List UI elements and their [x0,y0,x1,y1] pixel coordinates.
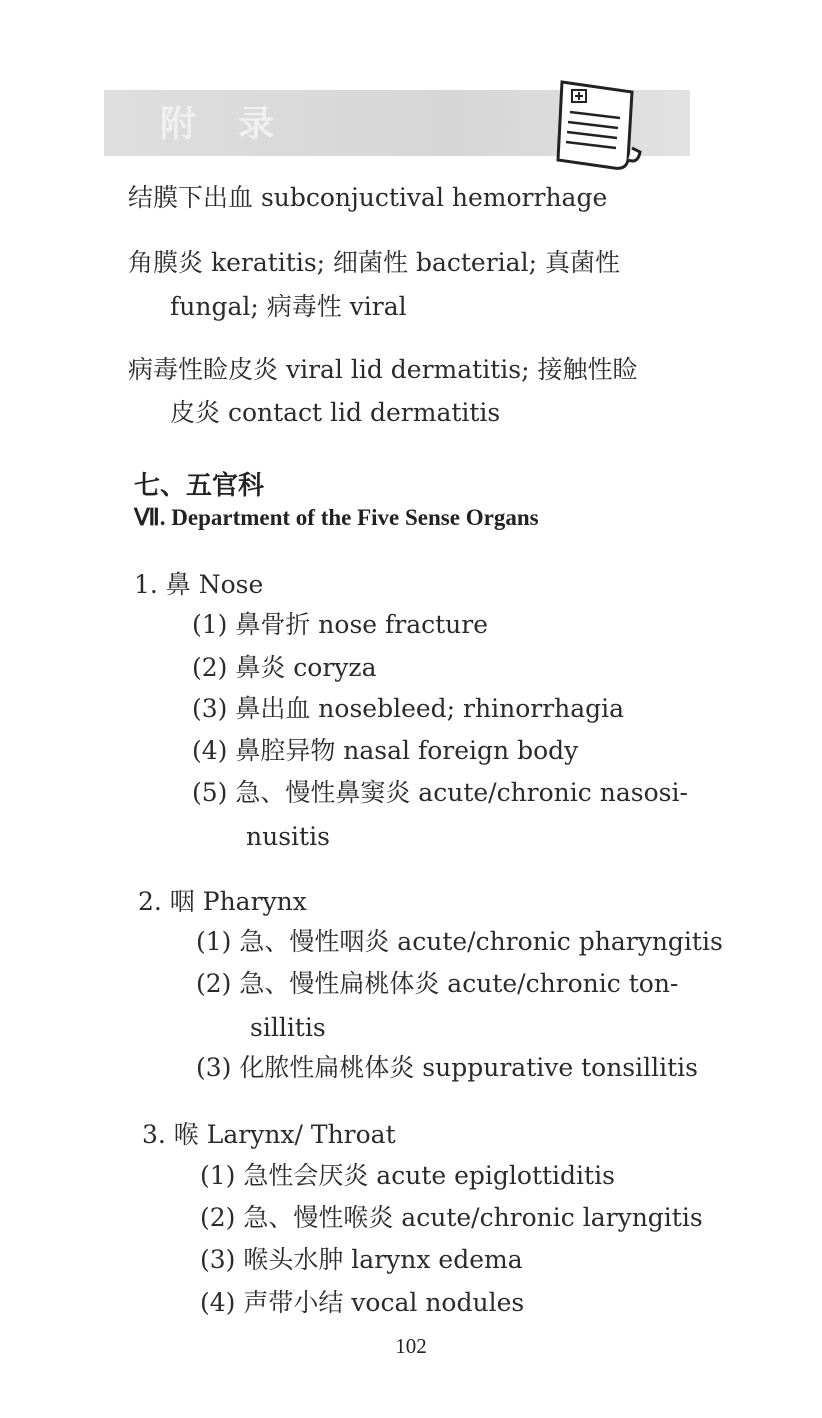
list-item: (3) 鼻出血 nosebleed; rhinorrhagia [192,694,625,723]
list-item: (2) 急、慢性扁桃体炎 acute/chronic ton- [196,969,679,998]
page-number: 102 [395,1334,427,1358]
group-heading-larynx: 3. 喉 Larynx/ Throat [142,1120,396,1149]
entry-5: 结膜下出血 subconjuctival hemorrhage [128,183,608,212]
list-item-continued: nusitis [246,822,330,851]
list-item: (2) 鼻炎 coryza [192,653,377,682]
section-title-english: Ⅶ. Department of the Five Sense Organs [134,505,539,530]
list-item: (4) 鼻腔异物 nasal foreign body [192,736,579,765]
list-item: (1) 鼻骨折 nose fracture [192,610,489,639]
entry-6-continued: fungal; 病毒性 viral [170,292,407,321]
section-title-chinese: 七、五官科 [134,471,265,501]
list-item-continued: sillitis [250,1013,326,1042]
entry-6: 角膜炎 keratitis; 细菌性 bacterial; 真菌性 [128,248,620,277]
list-item: (4) 声带小结 vocal nodules [200,1288,525,1317]
list-item: (5) 急、慢性鼻窦炎 acute/chronic nasosi- [192,778,688,807]
group-heading-nose: 1. 鼻 Nose [134,570,264,599]
list-item: (3) 化脓性扁桃体炎 suppurative tonsillitis [196,1053,698,1082]
group-heading-pharynx: 2. 咽 Pharynx [138,887,307,916]
entry-7: 病毒性睑皮炎 viral lid dermatitis; 接触性睑 [128,355,638,384]
header-title: 附录 [160,104,317,145]
entry-7-continued: 皮炎 contact lid dermatitis [170,398,501,427]
list-item: (2) 急、慢性喉炎 acute/chronic laryngitis [200,1203,703,1232]
list-item: (3) 喉头水肿 larynx edema [200,1245,523,1274]
medical-document-icon [548,68,648,178]
list-item: (1) 急、慢性咽炎 acute/chronic pharyngitis [196,927,723,956]
list-item: (1) 急性会厌炎 acute epiglottiditis [200,1161,615,1190]
